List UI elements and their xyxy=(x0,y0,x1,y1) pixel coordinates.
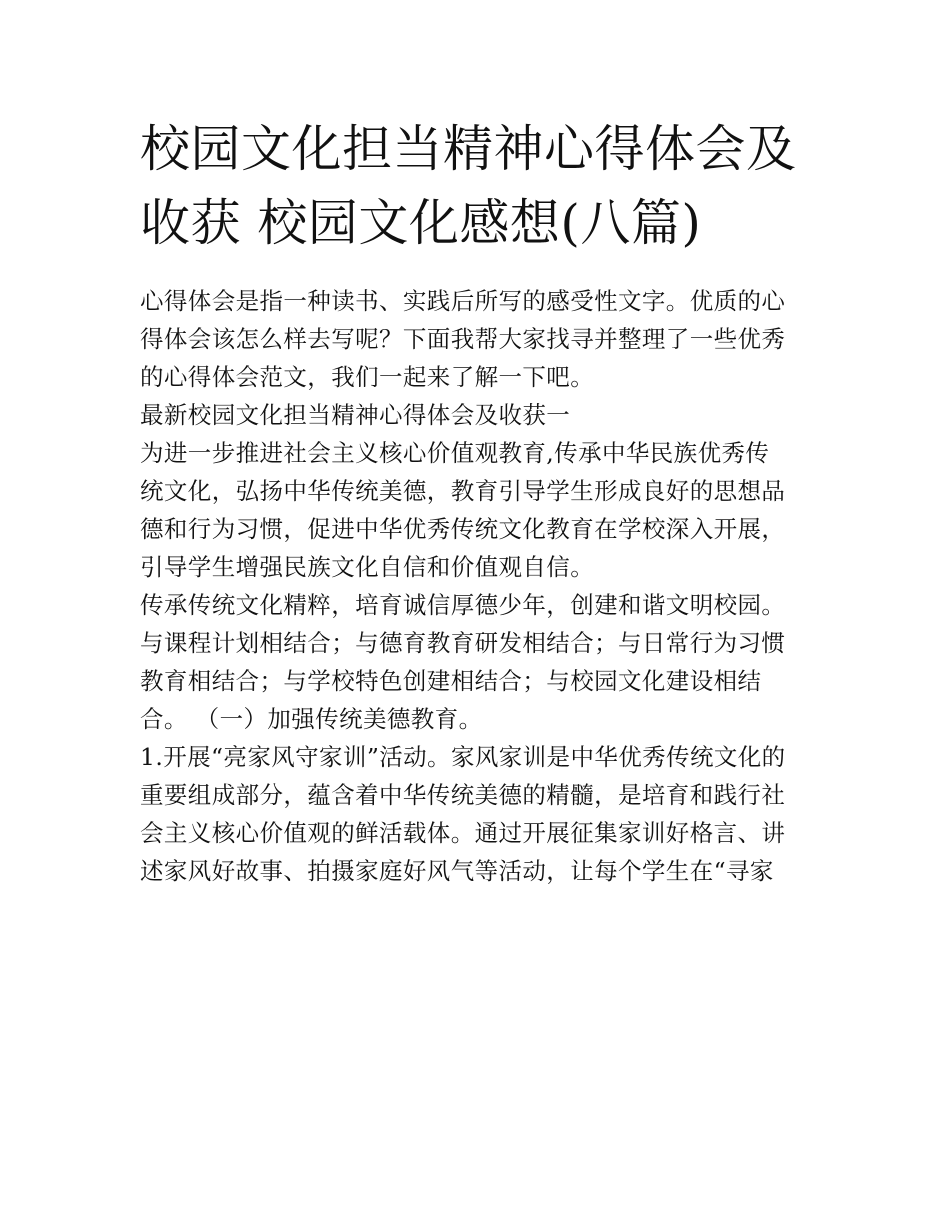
intro-line-2: 得体会该怎么样去写呢？下面我帮大家找寻并整理了一些优秀 xyxy=(140,325,786,353)
paragraph-2-line-1: 传承传统文化精粹，培育诚信厚德少年，创建和谐文明校园。 xyxy=(140,591,786,619)
paragraph-1-line-3: 德和行为习惯，促进中华优秀传统文化教育在学校深入开展， xyxy=(140,515,786,543)
document-title xyxy=(140,112,820,260)
section-heading-1: 最新校园文化担当精神心得体会及收获一 xyxy=(140,401,571,429)
paragraph-3-line-1: 与课程计划相结合；与德育教育研发相结合；与日常行为习惯 xyxy=(140,629,786,657)
paragraph-4-line-1: 1.开展“亮家风守家训”活动。家风家训是中华优秀传统文化的 xyxy=(140,743,786,771)
intro-line-1: 心得体会是指一种读书、实践后所写的感受性文字。优质的心 xyxy=(140,287,786,315)
title-line-1: 校园文化担当精神心得体会及 xyxy=(140,120,797,178)
paragraph-4-line-3: 会主义核心价值观的鲜活载体。通过开展征集家训好格言、讲 xyxy=(140,819,786,847)
paragraph-1-line-1: 为进一步推进社会主义核心价值观教育,传承中华民族优秀传 xyxy=(140,439,770,467)
paragraph-1-line-4: 引导学生增强民族文化自信和价值观自信。 xyxy=(140,553,595,581)
paragraph-4-line-4: 述家风好故事、拍摄家庭好风气等活动，让每个学生在“寻家 xyxy=(140,857,774,885)
document-body xyxy=(140,282,820,890)
title-line-2: 收获 校园文化感想(八篇) xyxy=(140,194,702,252)
paragraph-1-line-2: 统文化，弘扬中华传统美德，教育引导学生形成良好的思想品 xyxy=(140,477,786,505)
paragraph-3-line-2: 教育相结合；与学校特色创建相结合；与校园文化建设相结 xyxy=(140,667,762,695)
paragraph-3-line-3: 合。 （一）加强传统美德教育。 xyxy=(140,705,483,733)
intro-line-3: 的心得体会范文，我们一起来了解一下吧。 xyxy=(140,363,595,391)
paragraph-4-line-2: 重要组成部分，蕴含着中华传统美德的精髓，是培育和践行社 xyxy=(140,781,786,809)
